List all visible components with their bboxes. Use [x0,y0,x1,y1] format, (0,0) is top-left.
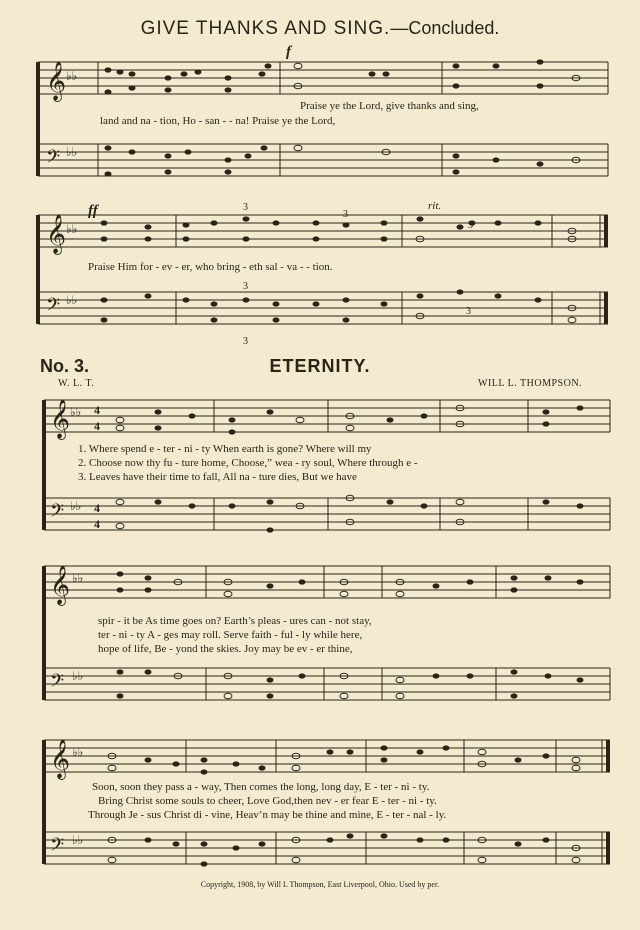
bass-notes-2 [101,289,577,322]
dynamic-forte: f [286,44,291,60]
concluded-label: —Concluded. [390,18,500,38]
copyright-notice: Copyright, 1908, by Will L Thompson, East Liverpool, Ohio. Used by per. [200,880,440,889]
verse-2-line: 2. Choose now thy fu - ture home, Choose,” wea - ry soul, Where through e - [78,457,418,469]
svg-text:𝄞: 𝄞 [46,214,67,254]
verse-2-line: Bring Christ some souls to cheer, Love God,then nev - er fear E - ter - ni - ty. [98,795,437,807]
verse-1-line: 1. Where spend e - ter - ni - ty When earth is gone? Where will my [78,443,372,455]
svg-text:𝄞: 𝄞 [50,565,71,605]
lyric-line: land and na - tion, Ho - san - - na! Praise ye the Lord, [100,115,336,127]
triplet-mark: 3 [468,220,474,231]
verse-3-line: hope of life, Be - yond the skies. Joy may be ev - er thine, [98,643,353,655]
lyricist-credit: W. L. T. [58,378,95,389]
bass-notes-5 [108,833,580,866]
svg-text:♭♭: ♭♭ [66,69,78,83]
svg-text:𝄞: 𝄞 [46,61,67,101]
svg-text:𝄢: 𝄢 [50,671,65,696]
time-sig-top: 4 [94,403,100,417]
svg-text:𝄢: 𝄢 [50,501,65,526]
treble-notes-1 [105,59,581,94]
svg-text:𝄢: 𝄢 [46,295,61,320]
svg-text:𝄞: 𝄞 [50,739,71,779]
svg-text:♭♭: ♭♭ [66,145,78,159]
svg-text:♭♭: ♭♭ [66,222,78,236]
svg-text:𝄞: 𝄞 [50,399,71,439]
treble-notes-3 [116,405,584,434]
verse-1-line: spir - it be As time goes on? Earth’s pleas - ures can - not stay, [98,615,372,627]
song-title: GIVE THANKS AND SING. [140,18,391,39]
svg-text:𝄢: 𝄢 [50,835,65,860]
svg-text:♭♭: ♭♭ [66,293,78,307]
hymn-number: No. 3. [40,356,90,376]
triplet-mark: 3 [343,209,349,220]
svg-text:♭♭: ♭♭ [70,405,82,419]
hymn-title: ETERNITY. [269,356,371,376]
triplet-mark: 3 [466,306,472,317]
time-sig-bottom: 4 [94,517,100,531]
treble-notes-4 [117,571,584,596]
svg-text:♭♭: ♭♭ [72,833,84,847]
composer-credit: WILL L. THOMPSON. [478,378,583,389]
svg-text:♭♭: ♭♭ [72,745,84,759]
dynamic-fortissimo: ff [88,203,98,219]
treble-notes-2 [101,216,577,241]
time-sig-bottom: 4 [94,419,100,433]
svg-text:♭♭: ♭♭ [72,669,84,683]
treble-notes-5 [108,745,580,774]
svg-text:♭♭: ♭♭ [70,499,82,513]
verse-3-line: 3. Leaves have their time to fall, All na - ture dies, But we have [78,471,357,483]
verse-1-line: Soon, soon they pass a - way, Then comes the long, long day, E - ter - ni - ty. [92,781,430,793]
staff-treble-1 [38,62,608,94]
lyric-line: Praise ye the Lord, give thanks and sing, [300,100,479,112]
time-sig-top: 4 [94,501,100,515]
triplet-mark: 3 [243,281,249,292]
staff-bass-1 [38,144,608,176]
verse-2-line: ter - ni - ty A - ges may roll. Serve faith - ful - ly while here, [98,629,363,641]
svg-text:♭♭: ♭♭ [72,571,84,585]
bass-notes-1 [105,145,581,176]
tempo-ritardando: rit. [428,200,442,212]
triplet-mark: 3 [243,336,249,347]
verse-3-line: Through Je - sus Christ di - vine, Heav’n may be thine and mine, E - ter - nal - ly. [88,809,447,821]
svg-text:𝄢: 𝄢 [46,147,61,172]
triplet-mark: 3 [243,202,249,213]
lyric-line: Praise Him for - ev - er, who bring - eth sal - va - - tion. [88,261,333,273]
